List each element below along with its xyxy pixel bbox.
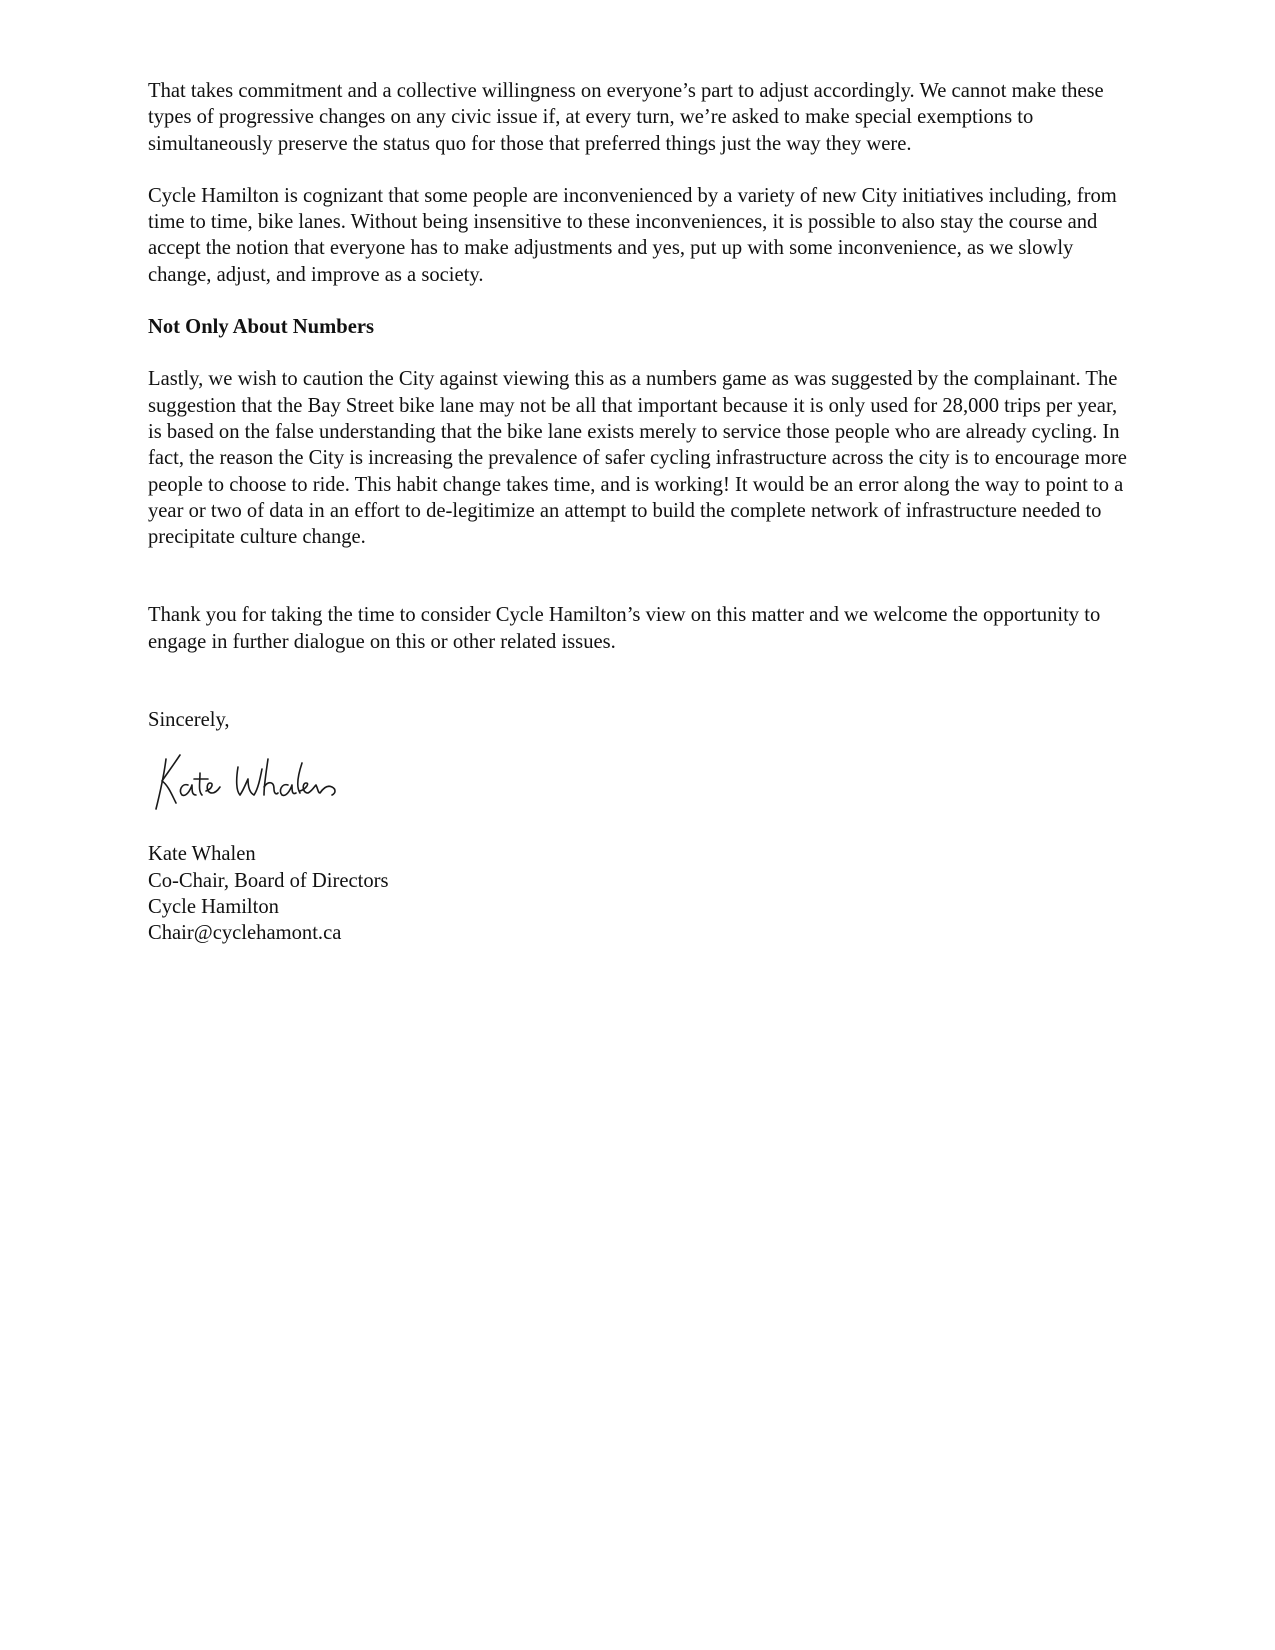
signatory-name: Kate Whalen <box>148 843 256 866</box>
valediction: Sincerely, <box>148 709 230 732</box>
body-paragraph-2: Cycle Hamilton is cognizant that some people are inconvenienced by a variety of new City initiatives including, from time to time, bike lanes. Without being insensitive to these inconveniences, it is possible to also stay the course and accept the notion that everyone has to make adjustments and yes, put up with some inconvenience, as we slowly change, adjust, and improve as a society. <box>148 184 1117 286</box>
closing-paragraph: Thank you for taking the time to consider Cycle Hamilton’s view on this matter and we welcome the opportunity to engage in further dialogue on this or other related issues. <box>148 604 1101 653</box>
signature-block <box>148 841 1128 946</box>
paragraph-spacer <box>148 157 1128 183</box>
paragraph-spacer <box>148 340 1128 366</box>
signature-image <box>152 745 342 815</box>
signatory-organization: Cycle Hamilton <box>148 895 279 918</box>
section-paragraph: Lastly, we wish to caution the City against viewing this as a numbers game as was suggested by the complainant. The suggestion that the Bay Street bike lane may not be all that important because it is only used for 28,000 trips per year, is based on the false understanding that the bike lane exists merely to service those people who are already cycling. In fact, the reason the City is increasing the prevalence of safer cycling infrastructure across the city is to encourage more people to choose to ride. This habit change takes time, and is working! It would be an error along the way to point to a year or two of data in an effort to de-legitimize an attempt to build the complete network of infrastructure needed to precipitate culture change. <box>148 368 1127 549</box>
letter-page <box>148 78 1128 947</box>
section-heading: Not Only About Numbers <box>148 316 374 339</box>
handwritten-signature <box>148 745 348 815</box>
signatory-email: Chair@cyclehamont.ca <box>148 922 342 945</box>
body-paragraph-1: That takes commitment and a collective willingness on everyone’s part to adjust accordingly. We cannot make these types of progressive changes on any civic issue if, at every turn, we’re asked to make special exemptions to simultaneously preserve the status quo for those that preferred things just the way they were. <box>148 80 1104 155</box>
signatory-title: Co-Chair, Board of Directors <box>148 869 389 892</box>
signature-spacer <box>148 815 1128 841</box>
paragraph-spacer <box>148 655 1128 707</box>
paragraph-spacer <box>148 288 1128 314</box>
paragraph-spacer <box>148 550 1128 602</box>
